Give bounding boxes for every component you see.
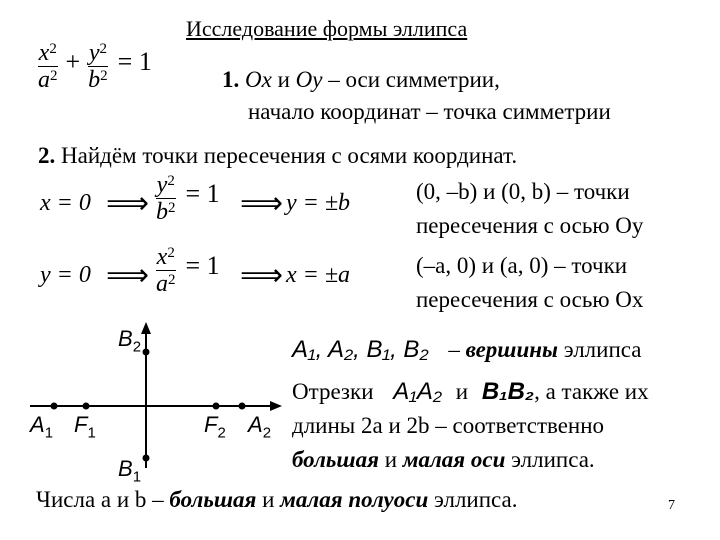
row2-note-1: (–a, 0) и (a, 0) – точки bbox=[416, 253, 628, 278]
row1-note-2: пересечения с осью Oy bbox=[416, 213, 644, 238]
segments-line-1: Отрезки A₁A₂ и B₁B₂, а также их bbox=[292, 378, 649, 405]
item-2: 2. Найдём точки пересечения с осями координат. bbox=[38, 143, 518, 168]
page-title: Исследование формы эллипса bbox=[186, 16, 468, 41]
implies-arrow-icon: ⟹ bbox=[240, 186, 284, 221]
ellipse-equation: $\frac{x^2}{a^2}$ + $\frac{y^2}{b^2}$ = 1 bbox=[38, 40, 152, 93]
row2-rhs: x = ±a bbox=[286, 262, 351, 288]
row2-fraction: $\frac{x^2}{a^2}$ = 1 bbox=[156, 244, 220, 297]
semi-axes-line: Числа a и b – большая и малая полуоси эллипса. bbox=[36, 487, 518, 512]
point-f1 bbox=[83, 403, 90, 410]
point-a1 bbox=[51, 403, 58, 410]
vertices-line: A₁, A₂, B₁, B₂ – вершины эллипса bbox=[292, 336, 642, 363]
axes-diagram bbox=[20, 318, 290, 478]
implies-arrow-icon: ⟹ bbox=[106, 186, 150, 221]
item-1-line-2: начало координат – точка симметрии bbox=[248, 99, 611, 124]
row1-rhs: y = ±b bbox=[286, 190, 351, 216]
implies-arrow-icon: ⟹ bbox=[240, 258, 284, 293]
fraction-x: $\frac{x^2}{a^2}$ bbox=[38, 40, 58, 93]
label-f2: $F_2$ bbox=[204, 412, 226, 442]
label-b1: $B_1$ bbox=[118, 456, 142, 486]
implies-arrow-icon: ⟹ bbox=[106, 258, 150, 293]
fraction-y: $\frac{y^2}{b^2}$ bbox=[88, 40, 108, 93]
item-1-line-1: 1. Ox и Oy – оси симметрии, bbox=[222, 67, 500, 92]
row1-fraction: $\frac{y^2}{b^2}$ = 1 bbox=[156, 172, 220, 225]
page-number: 7 bbox=[668, 498, 675, 513]
x-axis-arrow-icon bbox=[270, 401, 282, 411]
label-a1: $A_1$ bbox=[30, 412, 54, 442]
segments-line-3: большая и малая оси эллипса. bbox=[292, 447, 595, 472]
row1-note-1: (0, –b) и (0, b) – точки bbox=[416, 179, 630, 204]
row1-lhs: x = 0 bbox=[40, 190, 91, 216]
label-b2: $B_2$ bbox=[118, 326, 142, 356]
row2-lhs: y = 0 bbox=[40, 262, 91, 288]
point-f2 bbox=[213, 403, 220, 410]
row2-note-2: пересечения с осью Ox bbox=[416, 287, 644, 312]
point-a2 bbox=[239, 403, 246, 410]
segments-line-2: длины 2a и 2b – соответственно bbox=[292, 413, 605, 438]
point-b2 bbox=[143, 349, 150, 356]
label-f1: $F_1$ bbox=[74, 412, 96, 442]
point-b1 bbox=[143, 455, 150, 462]
label-a2: $A_2$ bbox=[248, 412, 272, 442]
y-axis-arrow-icon bbox=[141, 322, 151, 334]
